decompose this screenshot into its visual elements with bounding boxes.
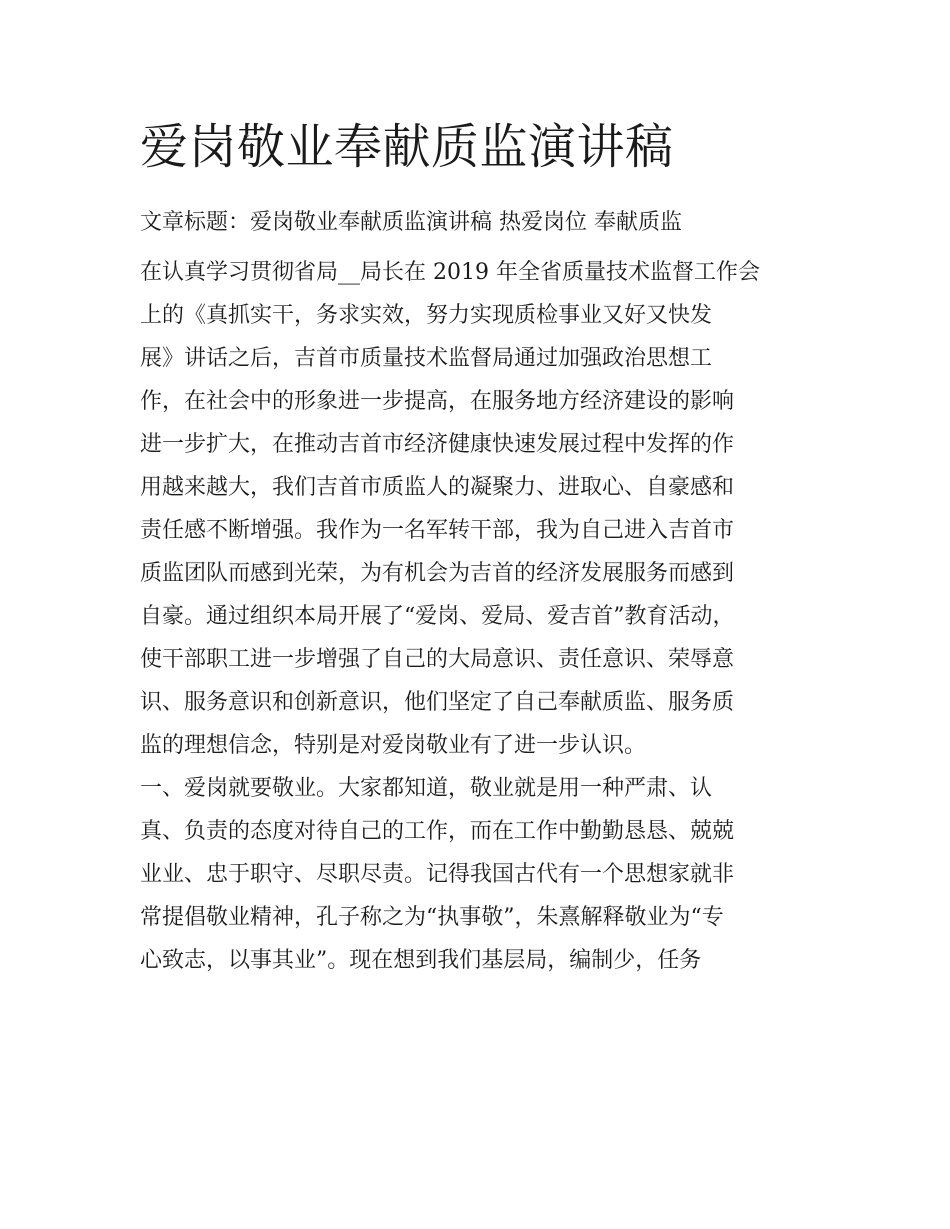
body-line: 用越来越大，我们吉首市质监人的凝聚力、进取心、自豪感和 bbox=[140, 475, 735, 500]
body-line: 展》讲话之后，吉首市质量技术监督局通过加强政治思想工 bbox=[140, 346, 713, 371]
body-line: 业业、忠于职守、尽职尽责。记得我国古代有一个思想家就非 bbox=[140, 862, 735, 887]
body-line: 上的《真抓实干，务求实效，努力实现质检事业又好又快发 bbox=[140, 303, 713, 328]
body-line: 心致志，以事其业”。现在想到我们基层局，编制少，任务 bbox=[140, 948, 702, 973]
body-text bbox=[140, 251, 820, 982]
body-line: 责任感不断增强。我作为一名军转干部，我为自己进入吉首市 bbox=[140, 518, 735, 543]
body-line: 一、爱岗就要敬业。大家都知道，敬业就是用一种严肃、认 bbox=[140, 776, 713, 801]
document-title: 爱岗敬业奉献质监演讲稿 bbox=[140, 119, 674, 175]
body-line: 作，在社会中的形象进一步提高，在服务地方经济建设的影响 bbox=[140, 389, 735, 414]
body-line: 使干部职工进一步增强了自己的大局意识、责任意识、荣辱意 bbox=[140, 647, 735, 672]
body-line: 质监团队而感到光荣，为有机会为吉首的经济发展服务而感到 bbox=[140, 561, 735, 586]
article-subtitle: 文章标题：爱岗敬业奉献质监演讲稿 热爱岗位 奉献质监 bbox=[140, 210, 682, 235]
body-line: 自豪。通过组织本局开展了“爱岗、爱局、爱吉首”教育活动， bbox=[140, 604, 735, 629]
body-line: 常提倡敬业精神，孔子称之为“执事敬”，朱熹解释敬业为“专 bbox=[140, 905, 724, 930]
body-line: 进一步扩大，在推动吉首市经济健康快速发展过程中发挥的作 bbox=[140, 432, 735, 457]
body-line: 监的理想信念，特别是对爱岗敬业有了进一步认识。 bbox=[140, 733, 647, 758]
body-line: 真、负责的态度对待自己的工作，而在工作中勤勤恳恳、兢兢 bbox=[140, 819, 735, 844]
body-line: 识、服务意识和创新意识，他们坚定了自己奉献质监、服务质 bbox=[140, 690, 735, 715]
body-line: 在认真学习贯彻省局__局长在 2019 年全省质量技术监督工作会 bbox=[140, 260, 760, 285]
